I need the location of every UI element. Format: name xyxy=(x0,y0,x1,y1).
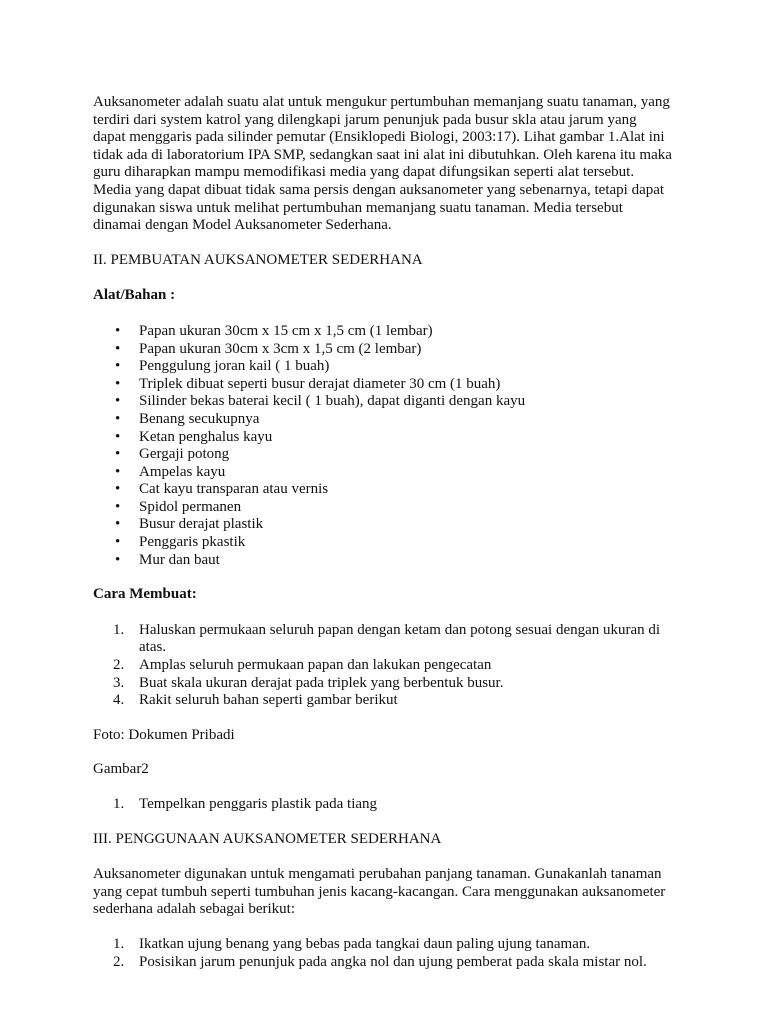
materials-list-item: • Triplek dibuat seperti busur derajat diameter 30 cm (1 buah) xyxy=(93,376,672,394)
materials-list-item: • Busur derajat plastik xyxy=(93,516,672,534)
usage-list-item xyxy=(93,954,672,972)
usage-list-item xyxy=(93,936,672,954)
materials-heading: Alat/Bahan : xyxy=(93,287,176,304)
steps-continued-list xyxy=(93,796,672,814)
figure-label: Gambar2 xyxy=(93,761,149,778)
steps-list-item xyxy=(93,675,672,693)
list-number: 3. xyxy=(113,674,125,691)
list-item-text: Buat skala ukuran derajat pada triplek yang berbentuk busur. xyxy=(139,674,504,691)
intro-paragraph: Auksanometer adalah suatu alat untuk mengukur pertumbuhan memanjang suatu tanaman, yang terdiri dari system katrol yang dilengkapi jarum penunjuk pada busur skla atau jarum yang dapat menggaris pada silinder pemutar (Ensiklopedi Biologi, 2003:17). Lihat gambar 1.Alat ini tidak ada di laboratorium IPA SMP, sedangkan saat ini alat ini dibutuhkan. Oleh karena itu maka guru diharapkan mampu memodifikasi media yang dapat difungsikan seperti alat tersebut. Media yang dapat dibuat tidak sama persis dengan auksanometer yang sebenarnya, tetapi dapat digunakan siswa untuk melihat pertumbuhan memanjang suatu tanaman. Media tersebut dinamai dengan Model Auksanometer Sederhana. xyxy=(93,94,672,234)
list-number: 1. xyxy=(113,621,125,638)
list-item-text: Posisikan jarum penunjuk pada angka nol dan ujung pemberat pada skala mistar nol. xyxy=(139,953,647,970)
list-item-text: Tempelkan penggaris plastik pada tiang xyxy=(139,796,378,812)
list-item-text: Ikatkan ujung benang yang bebas pada tangkai daun paling ujung tanaman. xyxy=(139,935,591,952)
steps-list-item xyxy=(93,796,672,814)
materials-list-item: • Cat kayu transparan atau vernis xyxy=(93,481,672,499)
section-heading-pembuatan: II. PEMBUATAN AUKSANOMETER SEDERHANA xyxy=(93,251,423,268)
steps-list-item xyxy=(93,622,672,657)
materials-list-item: • Penggulung joran kail ( 1 buah) xyxy=(93,358,672,376)
materials-list-item: • Papan ukuran 30cm x 3cm x 1,5 cm (2 lembar) xyxy=(93,341,672,359)
list-number: 1. xyxy=(113,796,125,812)
list-item-text: Rakit seluruh bahan seperti gambar berikut xyxy=(139,692,398,709)
materials-list-item: • Spidol permanen xyxy=(93,499,672,517)
steps-list-item xyxy=(93,692,672,710)
materials-list-item: • Silinder bekas baterai kecil ( 1 buah), dapat diganti dengan kayu xyxy=(93,393,672,411)
usage-intro-paragraph: Auksanometer digunakan untuk mengamati perubahan panjang tanaman. Gunakanlah tanaman yang cepat tumbuh seperti tumbuhan jenis kacang-kacangan. Cara menggunakan auksanometer sederhana adalah sebagai berikut: xyxy=(93,866,666,918)
materials-list-item: • Benang secukupnya xyxy=(93,411,672,429)
steps-list-item xyxy=(93,657,672,675)
materials-list-item: • Penggaris pkastik xyxy=(93,534,672,552)
materials-list xyxy=(93,323,672,569)
steps-list xyxy=(93,622,672,710)
list-item-text: Amplas seluruh permukaan papan dan lakukan pengecatan xyxy=(139,657,492,674)
list-number: 1. xyxy=(113,935,125,952)
materials-list-item: • Ketan penghalus kayu xyxy=(93,429,672,447)
list-item-text: Haluskan permukaan seluruh papan dengan ketam dan potong sesuai dengan ukuran di atas. xyxy=(139,621,661,656)
usage-steps-list xyxy=(93,936,672,971)
list-number: 4. xyxy=(113,692,125,709)
section-heading-penggunaan: III. PENGGUNAAN AUKSANOMETER SEDERHANA xyxy=(93,830,442,847)
list-number: 2. xyxy=(113,657,125,674)
steps-heading: Cara Membuat: xyxy=(93,586,197,603)
materials-list-item: • Papan ukuran 30cm x 15 cm x 1,5 cm (1 lembar) xyxy=(93,323,672,341)
materials-list-item: • Ampelas kayu xyxy=(93,464,672,482)
photo-caption: Foto: Dokumen Pribadi xyxy=(93,726,235,743)
materials-list-item: • Mur dan baut xyxy=(93,552,672,570)
materials-list-item: • Gergaji potong xyxy=(93,446,672,464)
list-number: 2. xyxy=(113,953,125,970)
